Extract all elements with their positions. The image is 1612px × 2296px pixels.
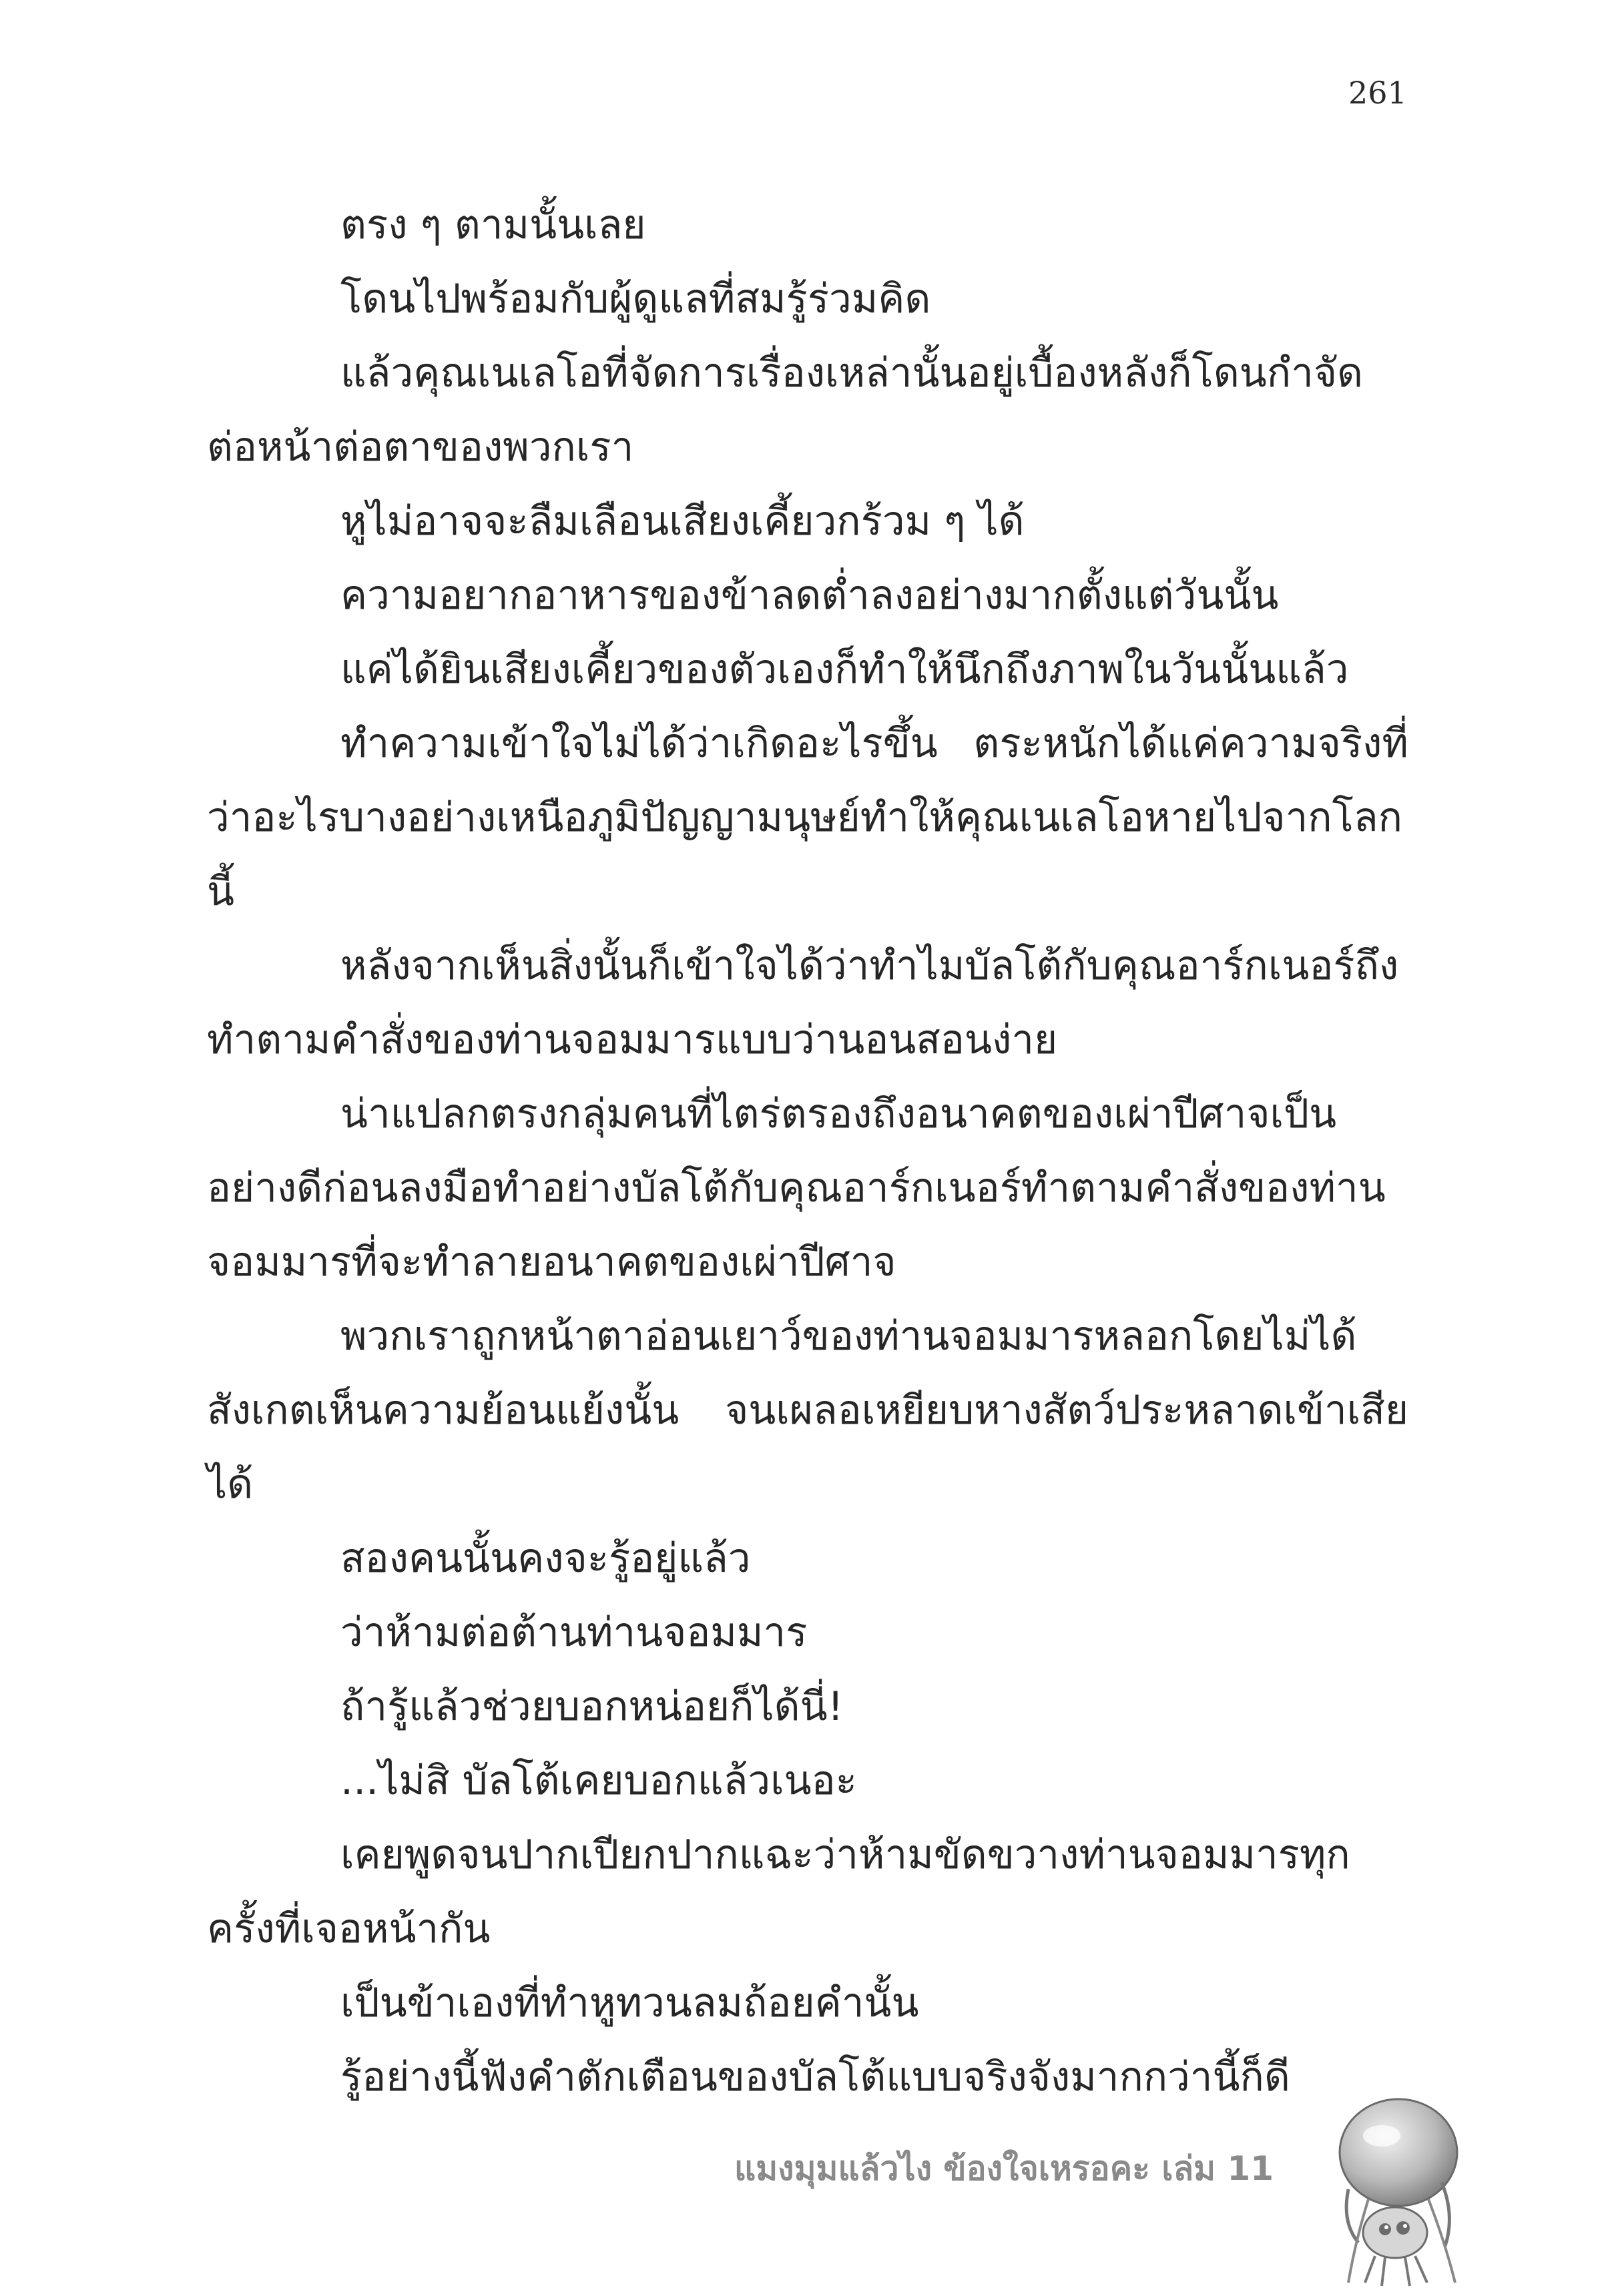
paragraph: ว่าห้ามต่อต้านท่านจอมมาร [340,1609,808,1656]
paragraph: ทำความเข้าใจไม่ได้ว่าเกิดอะไรขึ้น ตระหนักได้แค่ความจริงที่ว่าอะไรบางอย่างเหนือภูมิปัญญามนุษย์ทำให้คุณเนเลโอหายไปจากโลกนี้ [207,720,1408,915]
paragraph: ความอยากอาหารของข้าลดต่ำลงอย่างมากตั้งแต่วันนั้น [340,572,1279,619]
paragraph: ...ไม่สิ บัลโต้เคยบอกแล้วเนอะ [340,1757,857,1804]
page-number: 261 [1348,75,1407,111]
paragraph: หูไม่อาจจะลืมเลือนเสียงเคี้ยวกร้วม ๆ ได้ [340,498,1025,545]
paragraph: แล้วคุณเนเลโอที่จัดการเรื่องเหล่านั้นอยู่เบื้องหลังก็โดนกำจัดต่อหน้าต่อตาของพวกเรา [207,350,1363,471]
paragraph: น่าแปลกตรงกลุ่มคนที่ไตร่ตรองถึงอนาคตของเผ่าปีศาจเป็นอย่างดีก่อนลงมือทำอย่างบัลโต้กับคุณอาร์กเนอร์ทำตามคำสั่งของท่านจอมมารที่จะทำลายอนาคตของเผ่าปีศาจ [207,1091,1386,1285]
paragraph: เป็นข้าเองที่ทำหูทวนลมถ้อยคำนั้น [340,1980,919,2026]
paragraph: สองคนนั้นคงจะรู้อยู่แล้ว [340,1535,751,1582]
paragraph: หลังจากเห็นสิ่งนั้นก็เข้าใจได้ว่าทำไมบัลโต้กับคุณอาร์กเนอร์ถึงทำตามคำสั่งของท่านจอมมารแบบว่านอนสอนง่าย [207,942,1399,1063]
paragraph: พวกเราถูกหน้าตาอ่อนเยาว์ของท่านจอมมารหลอกโดยไม่ได้สังเกตเห็นความย้อนแย้งนั้น จนเผลอเหยียบหางสัตว์ประหลาดเข้าเสียได้ [207,1313,1408,1508]
paragraph: แค่ได้ยินเสียงเคี้ยวของตัวเองก็ทำให้นึกถึงภาพในวันนั้นแล้ว [340,646,1349,693]
paragraph: ตรง ๆ ตามนั้นเลย [340,202,646,248]
body-text [207,188,1408,2114]
spider-mascot-icon [1328,2089,1462,2289]
paragraph: รู้อย่างนี้ฟังคำตักเตือนของบัลโต้แบบจริงจังมากกว่านี้ก็ดี [340,2054,1290,2100]
paragraph: เคยพูดจนปากเปียกปากแฉะว่าห้ามขัดขวางท่านจอมมารทุกครั้งที่เจอหน้ากัน [207,1831,1350,1952]
paragraph: โดนไปพร้อมกับผู้ดูแลที่สมรู้ร่วมคิด [340,276,931,322]
paragraph: ถ้ารู้แล้วช่วยบอกหน่อยก็ได้นี่! [340,1683,844,1730]
footer-book-title: แมงมุมแล้วไง ข้องใจเหรอคะ เล่ม 11 [734,2149,1274,2188]
